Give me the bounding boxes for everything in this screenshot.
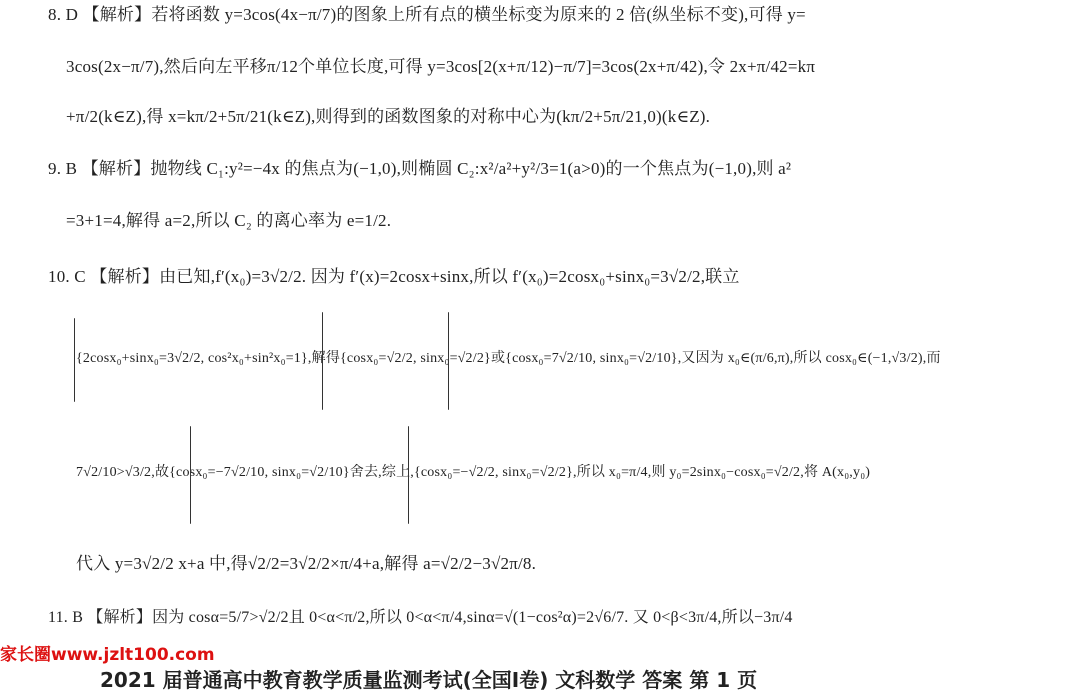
system-brace <box>448 312 449 410</box>
system-brace <box>322 312 323 410</box>
q10-line-1: 10. C 【解析】由已知,f′(x₀)=3√2/2. 因为 f′(x)=2cosx+sinx,所以 f′(x₀)=2cosx₀+sinx₀=3√2/2,联立 <box>48 267 740 286</box>
q9-line-1: 9. B 【解析】抛物线 C₁:y²=−4x 的焦点为(−1,0),则椭圆 C₂:x²/a²+y²/3=1(a>0)的一个焦点为(−1,0),则 a² <box>48 159 792 178</box>
system-brace <box>408 426 409 524</box>
q10-line-4: 代入 y=3√2/2 x+a 中,得√2/2=3√2/2×π/4+a,解得 a=√2/2−3√2π/8. <box>76 554 537 573</box>
page-footer: 2021 届普通高中教育教学质量监测考试(全国Ⅰ卷) 文科数学 答案 第 1 页 <box>100 668 758 692</box>
q8-line-1: 8. D 【解析】若将函数 y=3cos(4x−π/7)的图象上所有点的横坐标变为原来的 2 倍(纵坐标不变),可得 y= <box>48 5 806 24</box>
q10-line-2: {2cosx₀+sinx₀=3√2/2, cos²x₀+sin²x₀=1},解得{cosx₀=√2/2, sinx₀=√2/2}或{cosx₀=7√2/10, sinx₀=√2/10},又因为 x₀∈(π/6,π),所以 cosx₀∈(−1,√3/2),而 <box>76 351 941 366</box>
system-brace <box>190 426 191 524</box>
system-brace <box>74 318 75 402</box>
q8-line-2: 3cos(2x−π/7),然后向左平移π/12个单位长度,可得 y=3cos[2(x+π/12)−π/7]=3cos(2x+π/42),令 2x+π/42=kπ <box>66 57 816 76</box>
watermark-text: 家长圈www.jzlt100.com <box>0 645 215 665</box>
q10-line-3: 7√2/10>√3/2,故{cosx₀=−7√2/10, sinx₀=√2/10}舍去,综上,{cosx₀=−√2/2, sinx₀=√2/2},所以 x₀=π/4,则 y₀=2sinx₀−cosx₀=√2/2,将 A(x₀,y₀) <box>76 465 871 480</box>
q11-line-1: 11. B 【解析】因为 cosα=5/7>√2/2且 0<α<π/2,所以 0<α<π/4,sinα=√(1−cos²α)=2√6/7. 又 0<β<3π/4,所以−3π/4 <box>48 609 793 626</box>
q9-line-2: =3+1=4,解得 a=2,所以 C₂ 的离心率为 e=1/2. <box>66 211 392 230</box>
q8-line-3: +π/2(k∈Z),得 x=kπ/2+5π/21(k∈Z),则得到的函数图象的对称中心为(kπ/2+5π/21,0)(k∈Z). <box>66 107 711 126</box>
